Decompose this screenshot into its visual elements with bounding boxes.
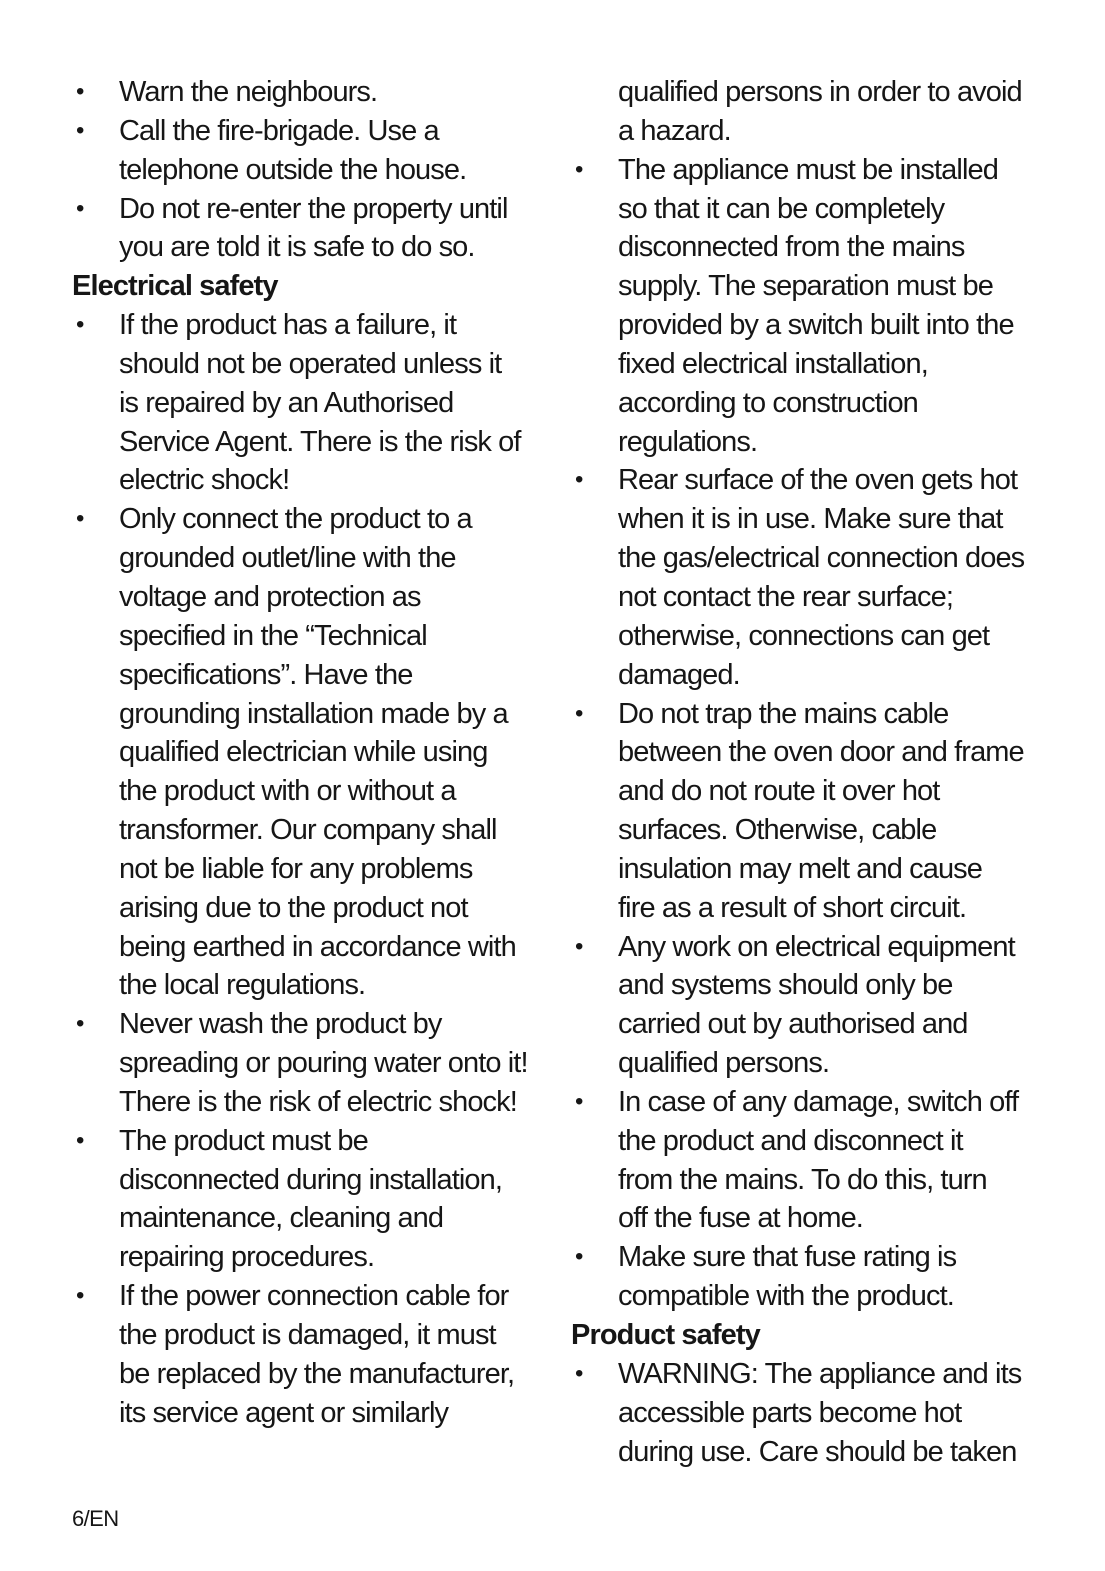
text-line: maintenance, cleaning and bbox=[119, 1202, 444, 1235]
list-item bbox=[72, 190, 552, 229]
list-item bbox=[571, 695, 1051, 734]
text-line: the gas/electrical connection does bbox=[618, 542, 1025, 575]
bullet-icon: • bbox=[76, 1126, 84, 1154]
text-line: should not be operated unless it bbox=[119, 347, 502, 380]
text-line: during use. Care should be taken bbox=[618, 1435, 1017, 1468]
list-item bbox=[571, 1083, 1051, 1122]
text-line: qualified electrician while using bbox=[119, 736, 488, 769]
text-line: damaged. bbox=[618, 658, 740, 691]
text-line: carried out by authorised and bbox=[618, 1008, 968, 1041]
bullet-icon: • bbox=[76, 1282, 84, 1310]
bullet-icon: • bbox=[575, 699, 583, 727]
section-heading-electrical-safety: Electrical safety bbox=[72, 270, 278, 303]
text-line: not be liable for any problems bbox=[119, 852, 473, 885]
list-item bbox=[571, 928, 1051, 967]
text-line: its service agent or similarly bbox=[119, 1396, 449, 1429]
text-line: WARNING: The appliance and its bbox=[618, 1357, 1022, 1390]
text-line: be replaced by the manufacturer, bbox=[119, 1357, 515, 1390]
text-line: provided by a switch built into the bbox=[618, 309, 1014, 342]
text-line: If the product has a failure, it bbox=[119, 309, 457, 342]
text-line: is repaired by an Authorised bbox=[119, 386, 454, 419]
text-line: specifications”. Have the bbox=[119, 658, 413, 691]
page-number: 6/EN bbox=[72, 1506, 119, 1531]
bullet-icon: • bbox=[575, 1087, 583, 1115]
list-item bbox=[72, 500, 552, 539]
text-line: Call the fire-brigade. Use a bbox=[119, 114, 439, 147]
text-line: spreading or pouring water onto it! bbox=[119, 1047, 528, 1080]
text-line: Do not re-enter the property until bbox=[119, 192, 508, 225]
text-line: Rear surface of the oven gets hot bbox=[618, 464, 1018, 497]
text-line: If the power connection cable for bbox=[119, 1280, 509, 1313]
text-line: transformer. Our company shall bbox=[119, 814, 497, 847]
text-line: arising due to the product not bbox=[119, 891, 468, 924]
text-line: Never wash the product by bbox=[119, 1008, 442, 1041]
left-column bbox=[72, 73, 552, 1433]
text-line: supply. The separation must be bbox=[618, 270, 993, 303]
text-line: you are told it is safe to do so. bbox=[119, 231, 475, 264]
text-line: regulations. bbox=[618, 425, 758, 458]
text-line: There is the risk of electric shock! bbox=[119, 1085, 517, 1118]
list-item bbox=[72, 112, 552, 151]
text-line: Warn the neighbours. bbox=[119, 76, 378, 108]
right-column bbox=[571, 73, 1051, 1471]
text-line: not contact the rear surface; bbox=[618, 580, 953, 613]
bullet-icon: • bbox=[575, 1359, 583, 1387]
bullet-icon: • bbox=[76, 116, 84, 144]
text-line: accessible parts become hot bbox=[618, 1396, 962, 1429]
text-line: The product must be bbox=[119, 1124, 368, 1157]
text-line: the product and disconnect it bbox=[618, 1124, 963, 1157]
text-line: the product is damaged, it must bbox=[119, 1319, 496, 1351]
text-line: from the mains. To do this, turn bbox=[618, 1163, 987, 1196]
bullet-icon: • bbox=[76, 78, 84, 105]
text-line: fire as a result of short circuit. bbox=[618, 891, 967, 924]
bullet-icon: • bbox=[76, 505, 84, 533]
list-item bbox=[72, 306, 552, 345]
text-line: surfaces. Otherwise, cable bbox=[618, 814, 937, 847]
text-line: Service Agent. There is the risk of bbox=[119, 425, 521, 458]
bullet-icon: • bbox=[76, 311, 84, 339]
text-line: the local regulations. bbox=[119, 969, 366, 1002]
text-line: being earthed in accordance with bbox=[119, 930, 516, 963]
list-item bbox=[72, 73, 552, 112]
text-line: a hazard. bbox=[618, 114, 731, 147]
text-line: off the fuse at home. bbox=[618, 1202, 863, 1235]
text-line: when it is in use. Make sure that bbox=[618, 503, 1003, 536]
text-line: electric shock! bbox=[119, 464, 290, 497]
list-item bbox=[571, 1238, 1051, 1277]
bullet-icon: • bbox=[575, 1243, 583, 1271]
text-line: telephone outside the house. bbox=[119, 153, 467, 186]
bullet-icon: • bbox=[76, 1010, 84, 1038]
text-line: Only connect the product to a bbox=[119, 503, 472, 536]
text-line: In case of any damage, switch off bbox=[618, 1085, 1019, 1118]
text-line: grounding installation made by a bbox=[119, 697, 508, 730]
list-item bbox=[72, 1277, 552, 1316]
text-line: Any work on electrical equipment bbox=[618, 930, 1015, 963]
bullet-icon: • bbox=[575, 466, 583, 494]
bullet-icon: • bbox=[76, 194, 84, 222]
bullet-icon: • bbox=[575, 155, 583, 183]
text-line: repairing procedures. bbox=[119, 1241, 375, 1274]
text-line: insulation may melt and cause bbox=[618, 852, 982, 885]
text-line: grounded outlet/line with the bbox=[119, 542, 456, 575]
bullet-icon: • bbox=[575, 932, 583, 960]
text-line: and do not route it over hot bbox=[618, 775, 940, 808]
text-line: disconnected from the mains bbox=[618, 231, 965, 264]
text-line: according to construction bbox=[618, 386, 918, 419]
text-line: Do not trap the mains cable bbox=[618, 697, 949, 730]
text-line: disconnected during installation, bbox=[119, 1163, 503, 1196]
text-line: and systems should only be bbox=[618, 969, 953, 1002]
list-item bbox=[72, 1005, 552, 1044]
list-item bbox=[571, 1355, 1051, 1394]
text-line: between the oven door and frame bbox=[618, 736, 1024, 769]
text-line: specified in the “Technical bbox=[119, 619, 427, 652]
section-heading-product-safety: Product safety bbox=[571, 1319, 760, 1351]
text-line: voltage and protection as bbox=[119, 580, 421, 613]
text-line: Make sure that fuse rating is bbox=[618, 1241, 957, 1274]
text-line: so that it can be completely bbox=[618, 192, 945, 225]
list-item bbox=[72, 1122, 552, 1161]
list-item bbox=[571, 461, 1051, 500]
list-item bbox=[571, 151, 1051, 190]
text-line: qualified persons in order to avoid bbox=[618, 76, 1022, 108]
text-line: otherwise, connections can get bbox=[618, 619, 990, 652]
text-line: the product with or without a bbox=[119, 775, 456, 808]
text-line: compatible with the product. bbox=[618, 1280, 954, 1313]
text-line: fixed electrical installation, bbox=[618, 347, 928, 380]
text-line: The appliance must be installed bbox=[618, 153, 998, 186]
text-line: qualified persons. bbox=[618, 1047, 830, 1080]
